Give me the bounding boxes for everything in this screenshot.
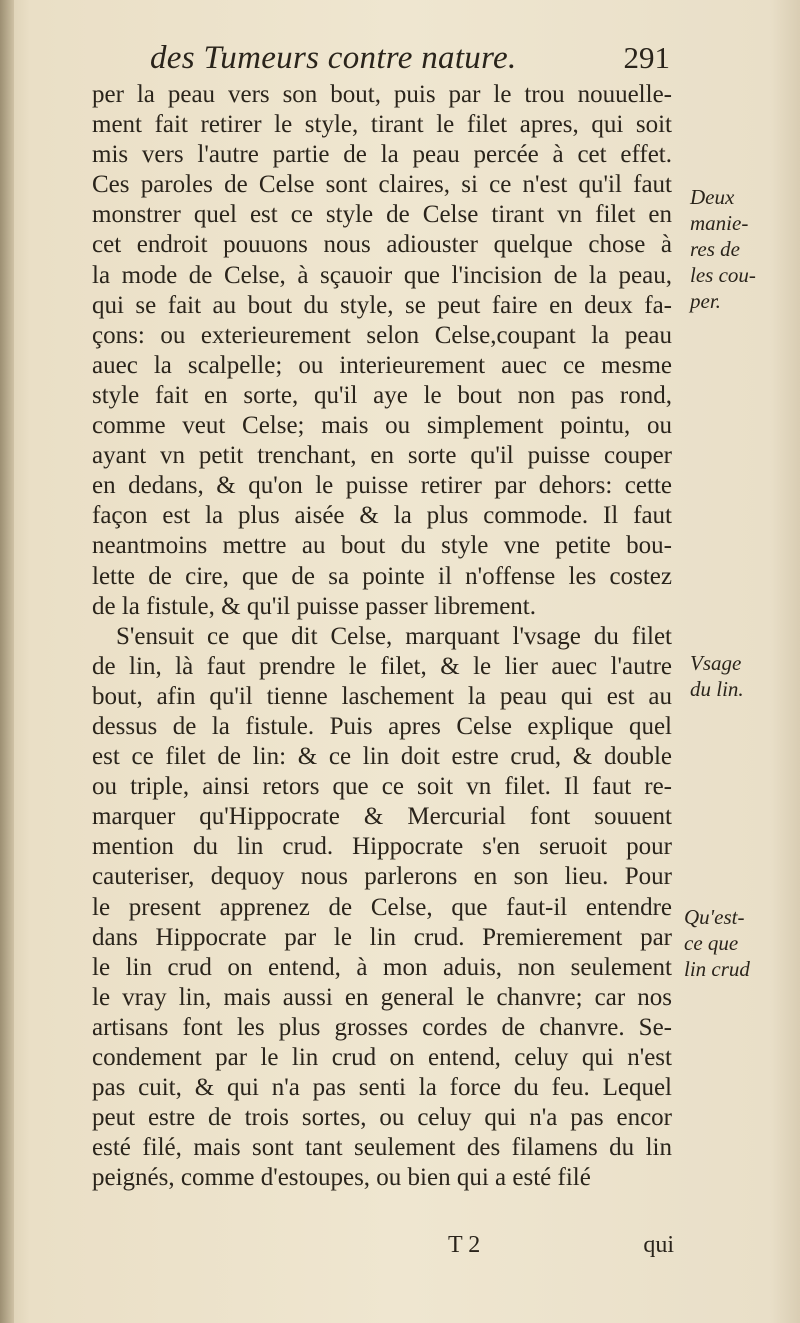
- text-line: ment fait retirer le style, tirant le filet apres, qui soit: [92, 111, 672, 139]
- text-line: de lin, là faut prendre le filet, & le lier auec l'autre: [92, 652, 672, 680]
- text-line: monstrer quel est ce style de Celse tirant vn filet en: [92, 201, 672, 229]
- text-line: çons: ou exterieurement selon Celse,coupant la peau: [92, 321, 672, 349]
- text-line: le lin crud on entend, à mon aduis, non seulement: [92, 953, 672, 981]
- margin-note-line: res de: [690, 237, 740, 261]
- body-text: [92, 80, 672, 1193]
- text-line: le vray lin, mais aussi en general le chanvre; car nos: [92, 983, 672, 1011]
- text-line: neantmoins mettre au bout du style vne petite bou-: [92, 532, 672, 560]
- margin-note-line: ce que: [684, 931, 739, 955]
- margin-note-line: Vsage: [690, 651, 742, 675]
- text-line: dessus de la fistule. Puis apres Celse explique quel: [92, 712, 672, 740]
- text-line: pas cuit, & qui n'a pas senti la force du feu. Lequel: [92, 1074, 672, 1102]
- text-line: auec la scalpelle; ou interieurement auec ce mesme: [92, 351, 672, 379]
- page-number: 291: [623, 40, 670, 75]
- margin-note-line: Deux: [690, 185, 735, 209]
- margin-note-line: per.: [690, 289, 721, 313]
- margin-note-line: manie-: [690, 211, 749, 235]
- text-line: le present apprenez de Celse, que faut-il entendre: [92, 893, 672, 921]
- text-line: en dedans, & qu'on le puisse retirer par dehors: cette: [92, 472, 672, 500]
- running-title: des Tumeurs contre nature.: [150, 40, 517, 76]
- text-line: de la fistule, & qu'il puisse passer librement.: [92, 592, 536, 620]
- text-line: façon est la plus aisée & la plus commode. Il faut: [92, 502, 672, 530]
- margin-note-lin-crud: [684, 904, 780, 982]
- margin-note-line: les cou-: [690, 263, 756, 287]
- margin-note-line: Qu'est-: [684, 905, 745, 929]
- binding-gutter: [0, 0, 14, 1323]
- text-line: peignés, comme d'estoupes, ou bien qui a esté filé: [92, 1164, 591, 1192]
- text-line: comme veut Celse; mais ou simplement pointu, ou: [92, 412, 672, 440]
- text-line: Ces paroles de Celse sont claires, si ce n'est qu'il faut: [92, 171, 672, 199]
- signature-mark: T 2: [448, 1232, 481, 1258]
- margin-note-vsage-du-lin: [690, 650, 786, 702]
- text-line: artisans font les plus grosses cordes de chanvre. Se-: [92, 1013, 672, 1041]
- text-line: qui se fait au bout du style, se peut faire en deux fa-: [92, 291, 672, 319]
- text-line: marquer qu'Hippocrate & Mercurial font souuent: [92, 803, 672, 831]
- margin-note-deux-manieres: [690, 184, 786, 314]
- text-line: dans Hippocrate par le lin crud. Premierement par: [92, 923, 672, 951]
- catchword: qui: [643, 1232, 674, 1258]
- text-line: condement par le lin crud on entend, celuy qui n'est: [92, 1044, 672, 1071]
- text-line: lette de cire, que de sa pointe il n'offense les costez: [92, 562, 672, 590]
- page-footer: [92, 1232, 672, 1266]
- text-line: esté filé, mais sont tant seulement des filamens du lin: [92, 1134, 672, 1162]
- text-line: ayant vn petit trenchant, en sorte qu'il puisse couper: [92, 442, 672, 470]
- text-line: bout, afin qu'il tienne laschement la peau qui est au: [92, 682, 672, 710]
- text-line: ou triple, ainsi retors que ce soit vn filet. Il faut re-: [92, 773, 672, 801]
- text-line: la mode de Celse, à sçauoir que l'incision de la peau,: [92, 261, 672, 289]
- text-line: per la peau vers son bout, puis par le trou nouuelle-: [92, 81, 672, 108]
- text-line: cet endroit pouuons nous adiouster quelque chose à: [92, 231, 672, 259]
- text-line: mention du lin crud. Hippocrate s'en seruoit pour: [92, 833, 672, 861]
- text-line: peut estre de trois sortes, ou celuy qui n'a pas encor: [92, 1104, 672, 1132]
- text-line: est ce filet de lin: & ce lin doit estre crud, & double: [92, 743, 672, 771]
- text-line: cauteriser, dequoy nous parlerons en son lieu. Pour: [92, 863, 672, 891]
- text-line: mis vers l'autre partie de la peau percée à cet effet.: [92, 141, 672, 169]
- text-line: style fait en sorte, qu'il aye le bout non pas rond,: [92, 381, 672, 409]
- running-head: [150, 40, 670, 80]
- margin-note-line: du lin.: [690, 677, 744, 701]
- text-line: S'ensuit ce que dit Celse, marquant l'vsage du filet: [116, 622, 672, 650]
- margin-note-line: lin crud: [684, 957, 750, 981]
